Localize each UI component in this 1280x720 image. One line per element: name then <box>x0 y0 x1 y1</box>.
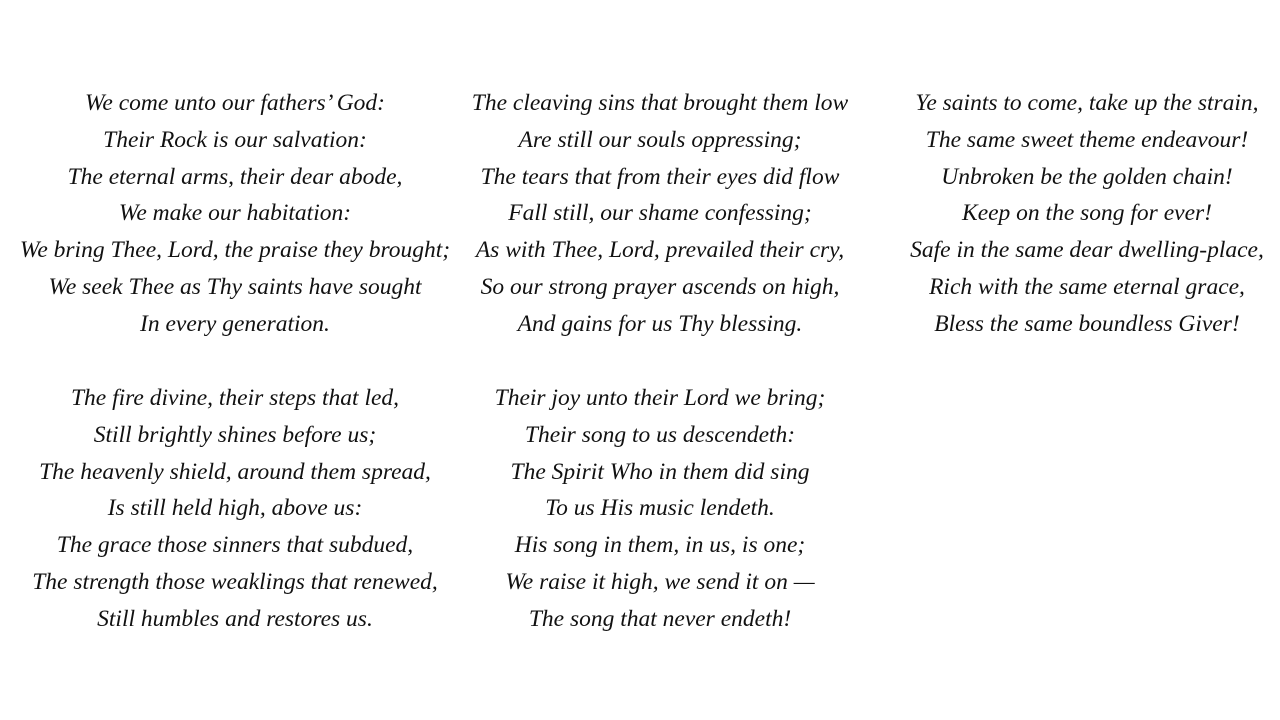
verse-line: The same sweet theme endeavour! <box>925 126 1249 153</box>
verse-line: Unbroken be the golden chain! <box>941 163 1233 190</box>
verse-line: The cleaving sins that brought them low <box>471 90 849 116</box>
verse-line: The strength those weaklings that renewed, <box>32 568 438 595</box>
verse-line: Their song to us descendeth: <box>524 421 796 448</box>
verse-line: And gains for us Thy blessing. <box>517 310 803 337</box>
verse-line: Their joy unto their Lord we bring; <box>494 385 826 411</box>
verse-line: As with Thee, Lord, prevailed their cry, <box>475 237 845 264</box>
verse-line: Bless the same boundless Giver! <box>934 310 1240 337</box>
verse-line: Ye saints to come, take up the strain, <box>915 90 1259 116</box>
stanza-1 <box>15 85 455 343</box>
verse-line: The grace those sinners that subdued, <box>56 532 414 559</box>
verse-line: We make our habitation: <box>118 200 352 227</box>
verse-line: We come unto our fathers’ God: <box>84 90 386 116</box>
verse-line: The eternal arms, their dear abode, <box>67 163 403 190</box>
verse-line: So our strong prayer ascends on high, <box>480 273 840 300</box>
verse-line: To us His music lendeth. <box>545 495 775 522</box>
verse-line: We bring Thee, Lord, the praise they brought; <box>19 237 451 264</box>
verse-line: The heavenly shield, around them spread, <box>39 458 431 485</box>
verse-line: Fall still, our shame confessing; <box>508 200 812 227</box>
verse-line: His song in them, in us, is one; <box>514 532 806 559</box>
verse-line: The tears that from their eyes did flow <box>480 163 840 190</box>
verse-line: Keep on the song for ever! <box>962 200 1212 227</box>
stanza-4 <box>15 380 455 638</box>
verse-line: Still brightly shines before us; <box>93 421 377 448</box>
stanza-2 <box>440 85 880 343</box>
verse-line: Are still our souls oppressing; <box>518 126 802 153</box>
verse-line: Safe in the same dear dwelling-place, <box>910 237 1264 264</box>
verse-line: We seek Thee as Thy saints have sought <box>48 273 422 300</box>
verse-line: In every generation. <box>140 310 330 337</box>
verse-line: Still humbles and restores us. <box>97 605 373 632</box>
verse-line: The song that never endeth! <box>528 605 792 632</box>
verse-line: The fire divine, their steps that led, <box>70 385 400 411</box>
stanza-5 <box>440 380 880 638</box>
verse-line: Their Rock is our salvation: <box>103 126 367 153</box>
verse-line: Rich with the same eternal grace, <box>929 273 1245 300</box>
verse-line: Is still held high, above us: <box>107 495 363 522</box>
verse-line: The Spirit Who in them did sing <box>510 458 810 485</box>
verse-line: We raise it high, we send it on — <box>505 568 815 595</box>
stanza-3 <box>867 85 1280 343</box>
